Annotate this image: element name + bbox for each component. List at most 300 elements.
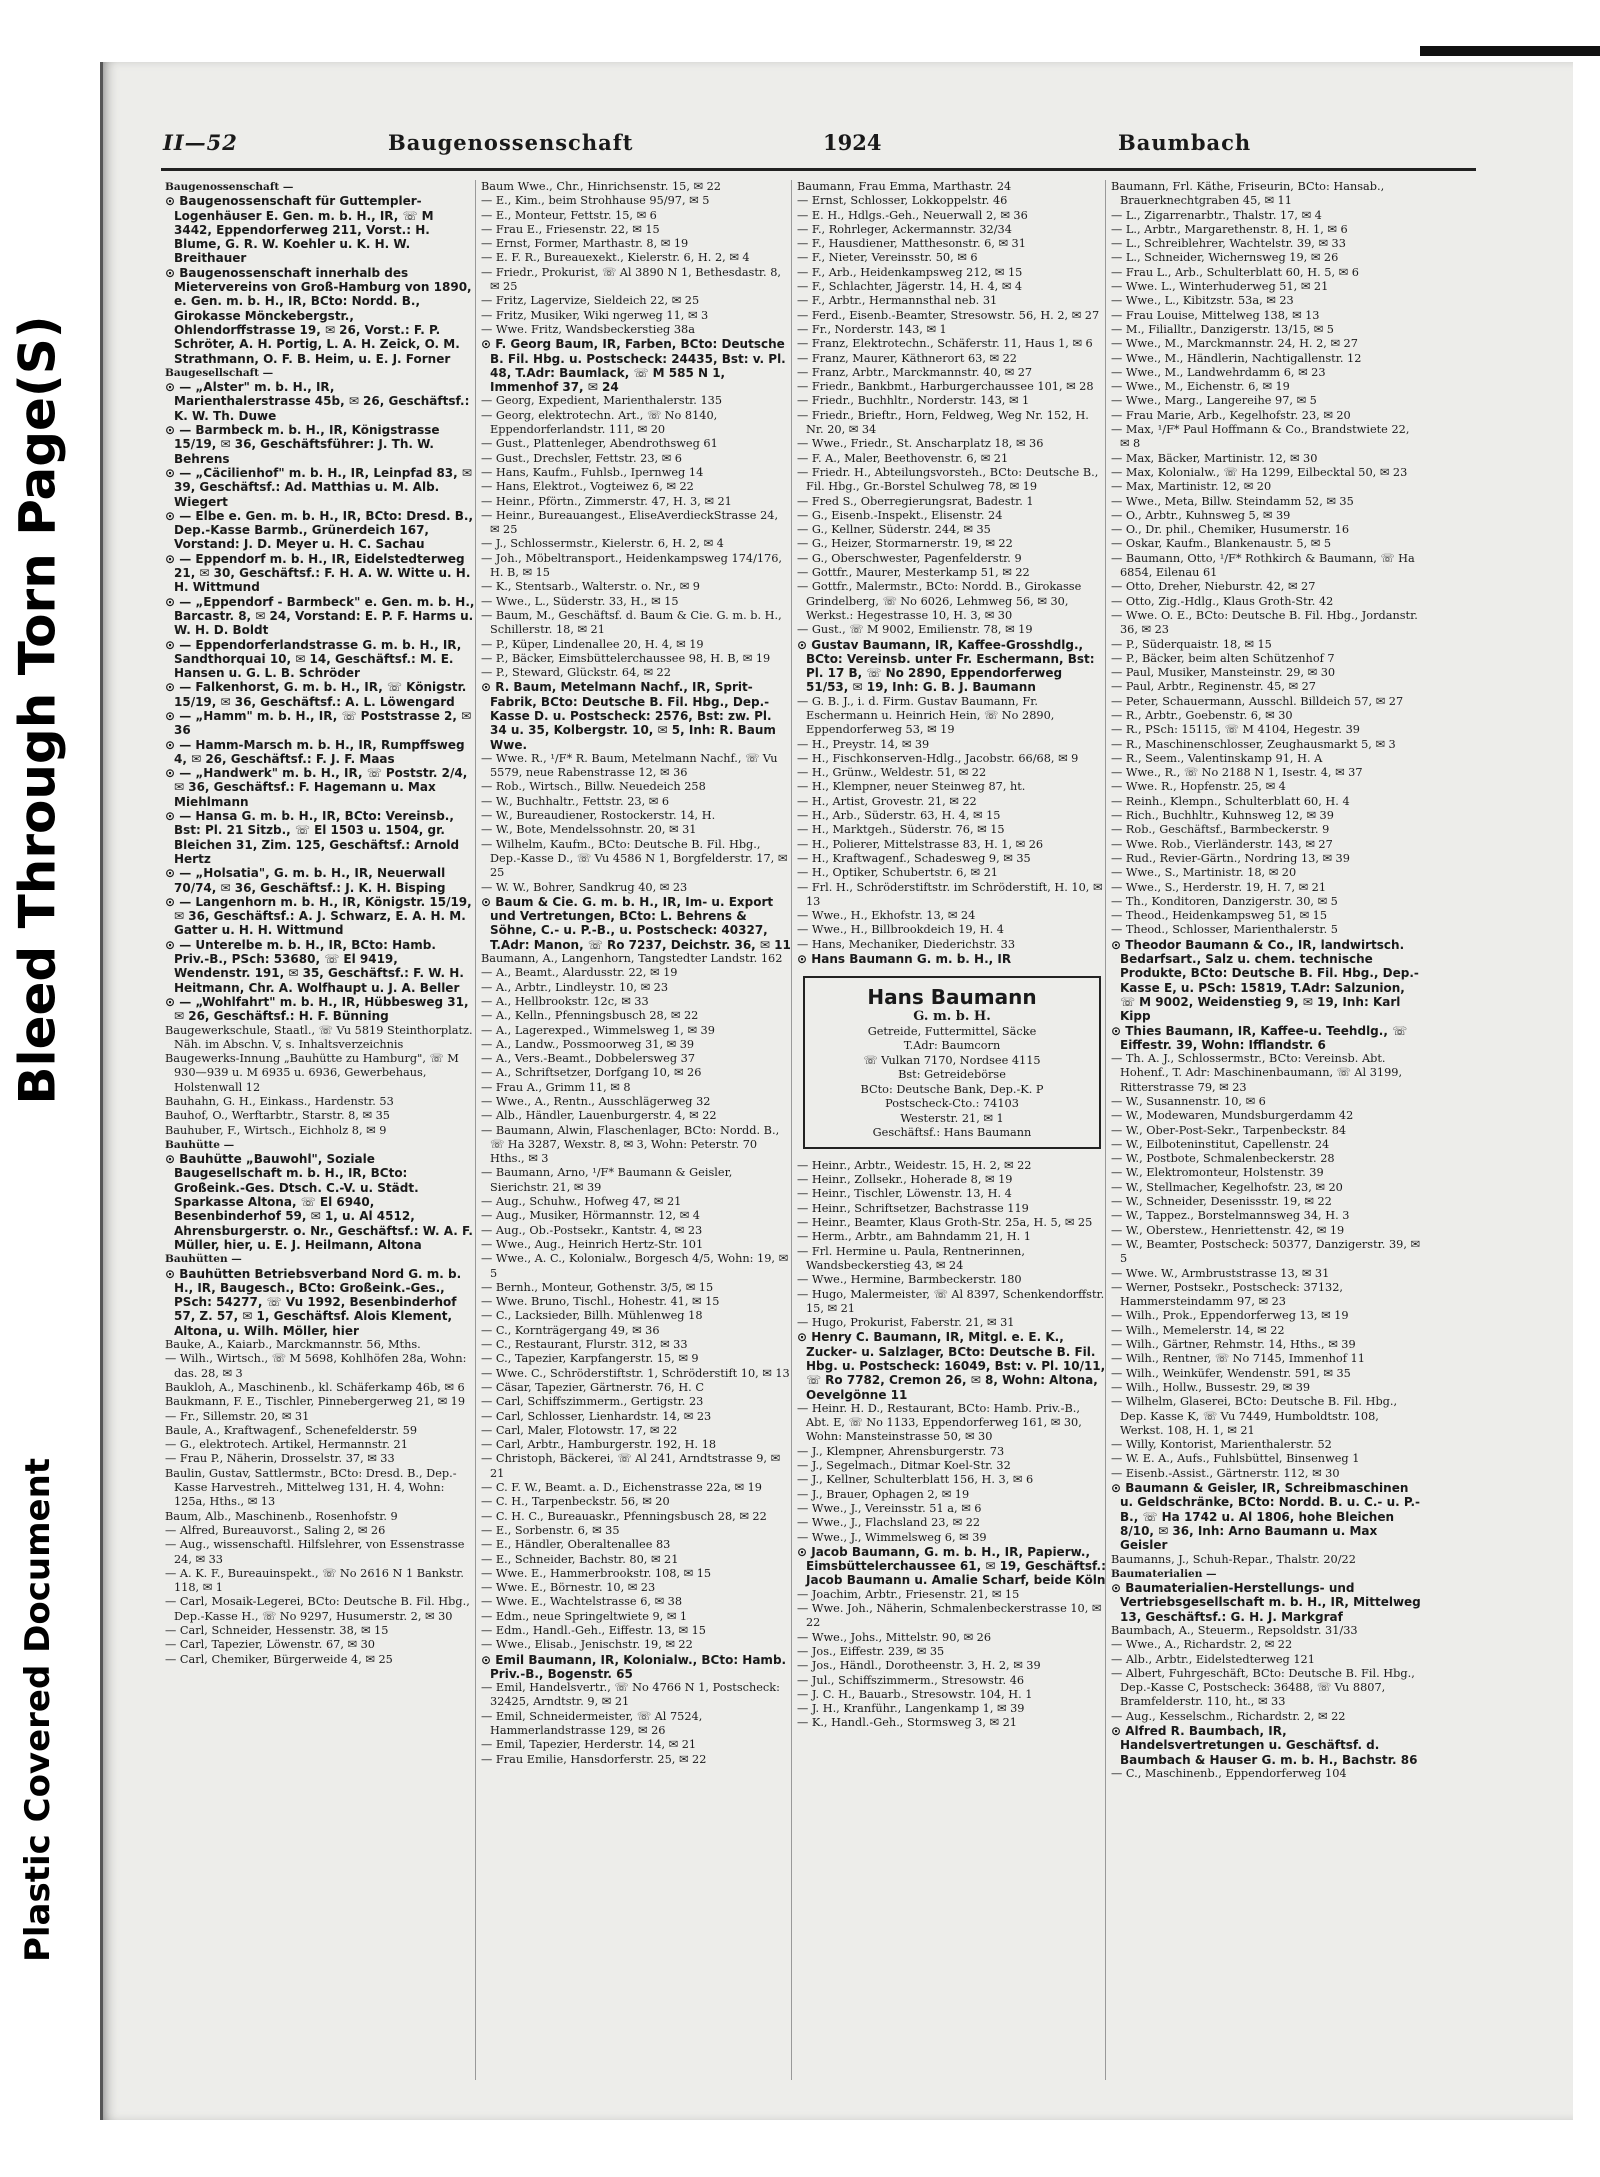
ad-line: T.Adr: Baumcorn [903,1039,1001,1053]
directory-entry: Baugewerkschule, Staatl., ☏ Vu 5819 Steinthorplatz. Näh. im Abschn. V, s. Inhaltsverzeichnis [165,1023,473,1051]
directory-firm-entry: ⊙ — „Eppendorf - Barmbeck" e. Gen. m. b. H., Barcastr. 8, ✉ 24, Vorstand: E. P. F. Harms u. W. H. D. Boldt [165,594,475,638]
directory-entry: Baule, A., Kraftwagenf., Schenefelderstr. 59 [165,1423,418,1437]
ad-line: Westerstr. 21, ✉ 1 [900,1111,1004,1125]
directory-firm-entry: ⊙ — Barmbeck m. b. H., IR, Königstrasse 15/19, ✉ 36, Geschäftsführer: J. Th. W. Behrens [165,423,440,466]
ad-title: Hans Baumann [867,985,1037,1010]
directory-entry: — G., Kellner, Süderstr. 244, ✉ 35 [797,523,991,537]
directory-entry: — Max, Kolonialw., ☏ Ha 1299, Eilbecktal 50, ✉ 23 [1111,465,1408,479]
directory-entry: — W., Buchhaltr., Fettstr. 23, ✉ 6 [481,794,670,808]
torn-edge-strip [1420,46,1600,56]
directory-entry: — Wilh., Wirtsch., ☏ M 5698, Kohlhöfen 28a, Wohn: das. 28, ✉ 3 [165,1352,467,1380]
directory-entry: Baumanns, J., Schuh-Repar., Thalstr. 20/22 [1111,1552,1356,1566]
directory-entry: — Paul, Arbtr., Reginenstr. 45, ✉ 27 [1111,680,1316,694]
column-divider [475,180,476,2080]
directory-entry: — Edm., neue Springeltwiete 9, ✉ 1 [481,1609,688,1623]
directory-entry: — Wwe., M., Händlerin, Nachtigallenstr. 12 [1111,351,1362,365]
directory-entry: — W., Elektromonteur, Holstenstr. 39 [1111,1166,1324,1180]
directory-firm-entry: ⊙ — Eppendorf m. b. H., IR, Eidelstedterweg 21, ✉ 30, Geschäftsf.: F. H. A. W. Witte u. H. H. Wittmund [165,551,471,595]
directory-entry: — Wwe. L., Winterhuderweg 51, ✉ 21 [1111,280,1329,294]
directory-entry: — Friedr., Prokurist, ☏ Al 3890 N 1, Bethesdastr. 8, ✉ 25 [481,265,782,294]
directory-entry: — Emil, Schneidermeister, ☏ Al 7524, Hammerlandstrasse 129, ✉ 26 [481,1709,703,1738]
directory-entry: — R., Seem., Valentinskamp 91, H. A [1111,751,1323,765]
directory-entry: — Frl. Hermine u. Paula, Rentnerinnen, Wandsbeckerstieg 43, ✉ 24 [797,1244,1025,1272]
directory-entry: — Wwe., A., Rentn., Ausschlägerweg 32 [481,1095,711,1108]
advertisement-box [803,976,1101,1149]
directory-firm-entry: ⊙ — „Hamm" m. b. H., IR, ☏ Poststrasse 2, ✉ 36 [165,708,472,738]
directory-column-4 [1111,180,1421,2080]
ad-line: BCto: Deutsche Bank, Dep.-K. P [860,1082,1044,1096]
directory-page [100,62,1573,2120]
directory-entry: — E. F. R., Bureauexekt., Kielerstr. 6, H. 2, ✉ 4 [481,251,750,265]
section-heading: Baumaterialien — [1111,1567,1217,1580]
directory-entry: — C. H., Tarpenbeckstr. 56, ✉ 20 [481,1495,670,1509]
directory-entry: — H., Marktgeh., Süderstr. 76, ✉ 15 [797,823,1005,837]
directory-firm-entry: ⊙ — „Cäcilienhof" m. b. H., IR, Leinpfad 83, ✉ 39, Geschäftsf.: Ad. Matthias u. M. Alb. Wiegert [165,465,472,509]
directory-entry: — Wwe., Hermine, Barmbeckerstr. 180 [797,1273,1022,1287]
directory-entry: — J., Brauer, Ophagen 2, ✉ 19 [797,1487,970,1501]
directory-entry: — Friedr., Buchhltr., Norderstr. 143, ✉ 1 [797,394,1030,408]
directory-entry: — Carl, Tapezier, Löwenstr. 67, ✉ 30 [165,1638,375,1652]
directory-entry: — Joh., Möbeltransport., Heidenkampsweg 174/176, H. B, ✉ 15 [481,551,783,580]
directory-entry: — Frau Emilie, Hansdorferstr. 25, ✉ 22 [481,1752,707,1766]
directory-entry: — J., Klempner, Ahrensburgerstr. 73 [797,1444,1005,1458]
ad-line: Getreide, Futtermittel, Säcke [867,1024,1037,1038]
directory-entry: — H., Preystr. 14, ✉ 39 [797,737,930,751]
directory-entry: — K., Stentsarb., Walterstr. o. Nr., ✉ 9 [481,580,700,594]
directory-entry: — J. H., Kranführ., Langenkamp 1, ✉ 39 [797,1702,1025,1716]
directory-entry: Baumann, Frau Emma, Marthastr. 24 [797,180,1012,193]
directory-entry: — Rob., Wirtsch., Billw. Neuedeich 258 [481,780,706,794]
directory-entry: — W. W., Bohrer, Sandkrug 40, ✉ 23 [481,880,688,894]
directory-entry: — A., Hellbrookstr. 12c, ✉ 33 [481,994,649,1008]
directory-firm-entry: ⊙ Thies Baumann, IR, Kaffee-u. Teehdlg., ☏ Eiffestr. 39, Wohn: Ifflandstr. 6 [1111,1023,1408,1052]
directory-entry: — W., Schneider, Desenissstr. 19, ✉ 22 [1111,1195,1332,1209]
directory-entry: — Frau A., Grimm 11, ✉ 8 [481,1080,631,1094]
directory-entry: — Wwe. E., Börnestr. 10, ✉ 23 [481,1581,656,1595]
directory-entry: — L., Arbtr., Margarethenstr. 8, H. 1, ✉ 6 [1111,222,1348,236]
column-divider [791,180,792,2080]
header-rule [161,168,1476,171]
directory-entry: — G., Heizer, Stormarnerstr. 19, ✉ 22 [797,537,1013,551]
ad-line: Postscheck-Cto.: 74103 [885,1097,1019,1111]
directory-entry: — Wwe., R., ☏ No 2188 N 1, Isestr. 4, ✉ 37 [1111,766,1363,780]
directory-entry: Baumann, A., Langenhorn, Tangstedter Landstr. 162 [481,952,783,966]
section-heading: Baugesellschaft — [165,366,274,379]
directory-entry: — F., Hausdiener, Matthesonstr. 6, ✉ 31 [797,237,1026,251]
directory-entry: — Frau Marie, Arb., Kegelhofstr. 23, ✉ 20 [1111,408,1351,422]
directory-entry: — Wwe., J., Wimmelsweg 6, ✉ 39 [797,1530,987,1544]
directory-entry: — A. K. F., Bureauinspekt., ☏ No 2616 N 1 Bankstr. 118, ✉ 1 [165,1566,464,1595]
stamp-plastic-covered-text: Plastic Covered Document [18,1457,59,1963]
ad-line: ☏ Vulkan 7170, Nordsee 4115 [863,1053,1041,1067]
directory-entry: — Wwe., J., Vereinsstr. 51 a, ✉ 6 [797,1501,982,1515]
directory-entry: — P., Küper, Lindenallee 20, H. 4, ✉ 19 [481,637,704,651]
directory-entry: — F., Schlachter, Jägerstr. 14, H. 4, ✉ 4 [797,280,1023,294]
directory-entry: — M., Filialltr., Danzigerstr. 13/15, ✉ 5 [1111,322,1334,336]
directory-entry: — Christoph, Bäckerei, ☏ Al 241, Arndtstrasse 9, ✉ 21 [481,1452,781,1480]
directory-entry: — F., Rohrleger, Ackermannstr. 32/34 [797,222,1012,236]
stamp-bleed-through [6,190,70,1230]
directory-entry: — L., Zigarrenarbtr., Thalstr. 17, ✉ 4 [1111,208,1322,222]
directory-entry: — Eisenb.-Assist., Gärtnerstr. 112, ✉ 30 [1111,1466,1340,1480]
directory-entry: — Werner, Postsekr., Postscheck: 37132, Hammersteindamm 97, ✉ 23 [1111,1280,1343,1309]
directory-entry: — Ferd., Eisenb.-Beamter, Stresowstr. 56, H. 2, ✉ 27 [797,308,1100,322]
directory-entry: — Wilh., Weinküfer, Wendenstr. 591, ✉ 35 [1111,1366,1351,1380]
directory-entry: — G. B. J., i. d. Firm. Gustav Baumann, Fr. Eschermann u. Heinrich Hein, ☏ No 2890, Eppendorferweg 53, ✉ 19 [797,694,1055,737]
directory-column-3 [797,180,1107,2080]
directory-entry: — Heinr., Arbtr., Weidestr. 15, H. 2, ✉ 22 [797,1158,1032,1172]
directory-entry: — A., Vers.-Beamt., Dobbelersweg 37 [481,1052,696,1066]
directory-column-1 [165,180,475,2080]
directory-firm-entry: ⊙ Baumann & Geisler, IR, Schreibmaschinen u. Geldschränke, BCto: Nordd. B. u. C.- u. P.-B., ☏ Ha 1742 u. Al 1806, hohe Bleichen 8/10, ✉ 36, Inh: Arno Baumann u. Max Geisler [1111,1481,1420,1553]
directory-entry: — H., Kraftwagenf., Schadesweg 9, ✉ 35 [797,851,1031,865]
directory-entry: — C., Lacksieder, Billh. Mühlenweg 18 [481,1309,703,1323]
directory-entry: — Carl, Arbtr., Hamburgerstr. 192, H. 18 [481,1438,717,1452]
directory-entry: — Wwe., H., Ekhofstr. 13, ✉ 24 [797,909,976,923]
directory-entry: — Frl. H., Schröderstiftstr. im Schröderstift, H. 10, ✉ 13 [797,880,1103,908]
directory-entry: — F. A., Maler, Beethovenstr. 6, ✉ 21 [797,451,1009,465]
directory-entry: Baukloh, A., Maschinenb., kl. Schäferkamp 46b, ✉ 6 [165,1380,465,1394]
directory-firm-entry: ⊙ — Hamm-Marsch m. b. H., IR, Rumpffsweg 4, ✉ 26, Geschäftsf.: F. J. F. Maas [165,737,465,766]
directory-firm-entry: ⊙ — Unterelbe m. b. H., IR, BCto: Hamb. Priv.-B., PSch: 53680, ☏ El 9419, Wendenstr. 191, ✉ 35, Geschäftsf.: F. W. H. Heitmann, Chr. A. Wolfhaupt u. J. A. Beller [165,937,464,995]
directory-entry: — Frau Louise, Mittelweg 138, ✉ 13 [1111,308,1320,322]
directory-firm-entry: ⊙ — Eppendorferlandstrasse G. m. b. H., IR, Sandthorquai 10, ✉ 14, Geschäftsf.: M. E. Hansen u. G. L. B. Schröder [165,637,462,681]
directory-entry: — Carl, Maler, Flotowstr. 17, ✉ 22 [481,1423,678,1437]
directory-entry: — Ernst, Schlosser, Lokkoppelstr. 46 [797,194,1008,208]
directory-entry: — Wwe. W., Armbruststrasse 13, ✉ 31 [1111,1266,1330,1280]
directory-entry: — Fr., Norderstr. 143, ✉ 1 [797,322,947,336]
directory-entry: — Wwe., Elisab., Jenischstr. 19, ✉ 22 [481,1638,693,1652]
directory-entry: — Georg, elektrotechn. Art., ☏ No 8140, Eppendorferlandstr. 111, ✉ 20 [481,408,718,437]
directory-firm-entry: ⊙ — Hansa G. m. b. H., IR, BCto: Vereinsb., Bst: Pl. 21 Sitzb., ☏ El 1503 u. 1504, gr. Bleichen 31, Zim. 125, Geschäftsf.: Arnold Hertz [165,809,460,866]
directory-entry: — Theod., Heidenkampsweg 51, ✉ 15 [1111,909,1328,923]
header-first-keyword: Baugenossenschaft [388,130,634,155]
directory-entry: — A., Lagerexped., Wimmelsweg 1, ✉ 39 [481,1023,715,1037]
directory-entry: — Willy, Kontorist, Marienthalerstr. 52 [1111,1438,1332,1452]
directory-entry: — O., Dr. phil., Chemiker, Husumerstr. 16 [1111,523,1350,537]
directory-entry: — Gottfr., Malermstr., BCto: Nordd. B., Girokasse Grindelberg, ☏ No 6026, Lehmweg 56, ✉ 30, Werkst.: Hegestrasse 10, H. 3, ✉ 30 [797,580,1082,622]
directory-entry: Baumann, Frl. Käthe, Friseurin, BCto: Hansab., Brauerknechtgraben 45, ✉ 11 [1111,180,1385,208]
directory-entry: — Wwe., M., Marckmannstr. 24, H. 2, ✉ 27 [1111,337,1358,351]
directory-entry: — Wwe., A., Richardstr. 2, ✉ 22 [1111,1638,1293,1652]
directory-entry: — Alfred, Bureauvorst., Saling 2, ✉ 26 [165,1523,386,1537]
directory-entry: — J., Kellner, Schulterblatt 156, H. 3, ✉ 6 [797,1473,1034,1487]
directory-entry: — J., Segelmach., Ditmar Koel-Str. 32 [797,1459,1011,1473]
directory-entry: — Georg, Expedient, Marienthalerstr. 135 [481,394,723,408]
directory-entry: — Heinr., Schriftsetzer, Bachstrasse 119 [797,1201,1029,1215]
ad-subtitle: G. m. b. H. [913,1009,991,1025]
stamp-bleed-through-text: Bleed Through Torn Page(S) [9,315,67,1105]
directory-entry: — Gust., Drechsler, Fettstr. 23, ✉ 6 [481,451,682,465]
directory-entry: — H., Optiker, Schubertstr. 6, ✉ 21 [797,866,998,880]
directory-entry: — Frau P., Näherin, Drosselstr. 37, ✉ 33 [165,1452,395,1466]
directory-entry: — Gust., Plattenleger, Abendrothsweg 61 [481,437,718,451]
directory-entry: — E., Händler, Oberaltenallee 83 [481,1538,671,1552]
directory-entry: — W. E. A., Aufs., Fuhlsbüttel, Binsenweg 1 [1111,1452,1360,1466]
directory-entry: — Heinr., Tischler, Löwenstr. 13, H. 4 [797,1187,1012,1201]
directory-entry: — Baumann, Otto, ¹/F* Rothkirch & Baumann, ☏ Ha 6854, Eilenau 61 [1111,551,1415,580]
directory-entry: — Baumann, Alwin, Flaschenlager, BCto: Nordd. B., ☏ Ha 3287, Wexstr. 8, ✉ 3, Wohn: Peterstr. 70 Hths., ✉ 3 [481,1123,780,1166]
directory-entry: Bauhuber, F., Wirtsch., Eichholz 8, ✉ 9 [165,1123,387,1137]
directory-entry: — Wwe., L., Kibitzstr. 53a, ✉ 23 [1111,294,1294,308]
directory-entry: — Franz, Arbtr., Marckmannstr. 40, ✉ 27 [797,365,1033,379]
directory-entry: — Wwe., M., Eichenstr. 6, ✉ 19 [1111,380,1290,394]
directory-entry: Bauhahn, G. H., Einkass., Hardenstr. 53 [165,1095,394,1108]
directory-entry: — Fr., Sillemstr. 20, ✉ 31 [165,1409,310,1423]
directory-entry: — Wwe. E., Wachtelstrasse 6, ✉ 38 [481,1595,683,1609]
directory-entry: — Aug., wissenschaftl. Hilfslehrer, von Essenstrasse 24, ✉ 33 [165,1538,465,1566]
directory-entry: — P., Bäcker, beim alten Schützenhof 7 [1111,651,1335,665]
directory-firm-entry: ⊙ Baumaterialien-Herstellungs- und Vertriebsgesellschaft m. b. H., IR, Mittelweg 13, Geschäftsf.: G. H. J. Markgraf [1111,1581,1421,1624]
directory-entry: — Wilh., Gärtner, Rehmstr. 14, Hths., ✉ 39 [1111,1338,1356,1352]
directory-entry: — Aug., Schuhw., Hofweg 47, ✉ 21 [481,1195,682,1209]
directory-entry: — Aug., Ob.-Postsekr., Kantstr. 4, ✉ 23 [481,1223,703,1237]
directory-entry: — W., Modewaren, Mundsburgerdamm 42 [1111,1109,1354,1123]
directory-entry: — E. H., Hdlgs.-Geh., Neuerwall 2, ✉ 36 [797,208,1028,222]
directory-entry: — C., Tapezier, Karpfangerstr. 15, ✉ 9 [481,1352,699,1366]
directory-entry: — A., Arbtr., Lindleystr. 10, ✉ 23 [481,980,669,994]
directory-entry: — L., Schneider, Wichernsweg 19, ✉ 26 [1111,251,1339,265]
directory-entry: — Fritz, Lagervize, Sieldeich 22, ✉ 25 [481,294,700,308]
directory-entry: — Hans, Mechaniker, Diederichstr. 33 [797,937,1016,951]
directory-entry: — Heinr., Bureauangest., EliseAverdieckStrasse 24, ✉ 25 [481,508,779,537]
directory-entry: — Rich., Buchhltr., Kuhnsweg 12, ✉ 39 [1111,809,1334,823]
ad-line: Geschäftsf.: Hans Baumann [872,1126,1032,1140]
directory-entry: — Jul., Schiffszimmerm., Stresowstr. 46 [797,1673,1025,1687]
directory-entry: — Wwe., Friedr., St. Anscharplatz 18, ✉ 36 [797,437,1044,451]
directory-entry: Baukmann, F. E., Tischler, Pinnebergerweg 21, ✉ 19 [165,1395,466,1409]
directory-entry: — C., Kornträgergang 49, ✉ 36 [481,1323,660,1337]
directory-entry: — W., Beamter, Postscheck: 50377, Danzigerstr. 39, ✉ 5 [1111,1237,1421,1266]
directory-entry: — Wwe. E., Hammerbrookstr. 108, ✉ 15 [481,1566,712,1580]
directory-entry: — Gottfr., Maurer, Mesterkamp 51, ✉ 22 [797,566,1030,580]
directory-entry: — Frau L., Arb., Schulterblatt 60, H. 5, ✉ 6 [1111,265,1359,279]
directory-entry: — Wilh., Memelerstr. 14, ✉ 22 [1111,1323,1285,1337]
directory-entry: — C. F. W., Beamt. a. D., Eichenstrasse 22a, ✉ 19 [481,1481,762,1495]
directory-entry: — H., Polierer, Mittelstrasse 83, H. 1, ✉ 26 [797,837,1044,851]
directory-entry: — Baum, M., Geschäftsf. d. Baum & Cie. G. m. b. H., Schillerstr. 18, ✉ 21 [481,608,782,637]
directory-entry: — H., Arb., Süderstr. 63, H. 4, ✉ 15 [797,809,1001,823]
directory-firm-entry: ⊙ — Falkenhorst, G. m. b. H., IR, ☏ Königstr. 15/19, ✉ 36, Geschäftsf.: A. L. Löwengard [165,680,467,709]
directory-entry: — Hugo, Prokurist, Faberstr. 21, ✉ 31 [797,1316,1015,1330]
directory-entry: — Hugo, Malermeister, ☏ Al 8397, Schenkendorffstr. 15, ✉ 21 [797,1287,1105,1315]
directory-entry: — R., Arbtr., Goebenstr. 6, ✉ 30 [1111,708,1293,722]
directory-entry: — P., Steward, Glückstr. 64, ✉ 22 [481,666,671,680]
directory-entry: Bauke, A., Kaiarb., Marckmannstr. 56, Mths. [165,1338,421,1352]
directory-entry: — W., Bote, Mendelssohnstr. 20, ✉ 31 [481,823,697,837]
directory-entry: — C., Maschinenb., Eppendorferweg 104 [1111,1766,1347,1780]
directory-entry: — Friedr. H., Abteilungsvorsteh., BCto: Deutsche B., Fil. Hbg., Gr.-Borstel Schulweg 78, ✉ 19 [797,465,1099,494]
directory-firm-entry: ⊙ R. Baum, Metelmann Nachf., IR, Sprit-Fabrik, BCto: Deutsche B. Fil. Hbg., Dep.-Kasse D. u. Postscheck: 2576, Bst: zw. Pl. 34 u. 35, Kolbergstr. 10, ✉ 5, Inh: R. Baum Wwe. [481,680,776,752]
directory-entry: — Heinr. H. D., Restaurant, BCto: Hamb. Priv.-B., Abt. E, ☏ No 1133, Eppendorferweg 161, ✉ 30, Wohn: Mansteinstrasse 50, ✉ 30 [797,1401,1082,1444]
directory-entry: — Wwe. R., Hopfenstr. 25, ✉ 4 [1111,780,1286,794]
directory-entry: — Wwe. O. E., BCto: Deutsche B. Fil. Hbg., Jordanstr. 36, ✉ 23 [1111,608,1418,637]
directory-entry: — H., Artist, Grovestr. 21, ✉ 22 [797,794,977,808]
directory-entry: — Rob., Geschäftsf., Barmbeckerstr. 9 [1111,823,1330,837]
directory-entry: — J., Schlossermstr., Kielerstr. 6, H. 2, ✉ 4 [481,537,724,551]
directory-entry: — Carl, Schneider, Hessenstr. 38, ✉ 15 [165,1623,389,1637]
header-year: 1924 [823,130,882,155]
directory-entry: — Wilhelm, Glaserei, BCto: Deutsche B. Fil. Hbg., Dep. Kasse K, ☏ Vu 7449, Humboldtstr. 108, Werkst. 108, H. 1, ✉ 21 [1111,1395,1398,1437]
directory-entry: — Wilh., Prok., Eppendorferweg 13, ✉ 19 [1111,1309,1349,1323]
directory-entry: — Frau E., Friesenstr. 22, ✉ 15 [481,222,660,236]
directory-entry: — F., Arb., Heidenkampsweg 212, ✉ 15 [797,265,1023,279]
directory-firm-entry: ⊙ — „Holsatia", G. m. b. H., IR, Neuerwall 70/74, ✉ 36, Geschäftsf.: J. K. H. Bisping [165,866,446,895]
directory-firm-entry: ⊙ Baum & Cie. G. m. b. H., IR, Im- u. Export und Vertretungen, BCto: L. Behrens & Söhne, C.- u. P.-B., u. Postscheck: 40327, T.Adr: Manon, ☏ Ro 7237, Deichstr. 36, ✉ 11 [481,894,791,952]
directory-entry: — H., Fischkonserven-Hdlg., Jacobstr. 66/68, ✉ 9 [797,751,1079,765]
section-heading: Bauhütte — [165,1138,235,1151]
directory-entry: — Wwe., A. C., Kolonialw., Borgesch 4/5, Wohn: 19, ✉ 5 [481,1252,789,1280]
directory-entry: — C. H. C., Bureauaskr., Pfenningsbusch 28, ✉ 22 [481,1509,767,1523]
directory-entry: — Wilh., Rentner, ☏ No 7145, Immenhof 11 [1111,1352,1365,1366]
directory-entry: Bauhof, O., Werftarbtr., Starstr. 8, ✉ 35 [165,1109,390,1123]
directory-entry: — P., Bäcker, Eimsbüttelerchaussee 98, H. B, ✉ 19 [481,651,771,665]
directory-entry: — E., Sorbenstr. 6, ✉ 35 [481,1523,620,1537]
directory-entry: — Wwe., L., Süderstr. 33, H., ✉ 15 [481,594,679,608]
directory-entry: — Hans, Elektrot., Vogteiwez 6, ✉ 22 [481,480,694,494]
directory-entry: — W., Ober-Post-Sekr., Tarpenbeckstr. 84 [1111,1123,1347,1137]
directory-entry: — F., Nieter, Vereinsstr. 50, ✉ 6 [797,251,978,265]
directory-entry: — W., Bureaudiener, Rostockerstr. 14, H. [481,809,716,823]
directory-entry: — Baumann, Arno, ¹/F* Baumann & Geisler, Sierichstr. 21, ✉ 39 [481,1166,733,1194]
directory-firm-entry: ⊙ Emil Baumann, IR, Kolonialw., BCto: Hamb. Priv.-B., Bogenstr. 65 [481,1652,787,1681]
directory-entry: — A., Kelln., Pfenningsbusch 28, ✉ 22 [481,1009,699,1023]
directory-entry: — H., Grünw., Weldestr. 51, ✉ 22 [797,766,987,780]
directory-entry: — Heinr., Pförtn., Zimmerstr. 47, H. 3, ✉ 21 [481,494,732,508]
directory-entry: — Carl, Schiffszimmerm., Gertigstr. 23 [481,1395,704,1409]
directory-entry: — L., Schreiblehrer, Wachtelstr. 39, ✉ 33 [1111,237,1346,251]
directory-entry: — Max, ¹/F* Paul Hoffmann & Co., Brandstwiete 22, ✉ 8 [1111,423,1410,451]
directory-entry: — Emil, Tapezier, Herderstr. 14, ✉ 21 [481,1738,697,1752]
directory-entry: — Jos., Händl., Dorotheenstr. 3, H. 2, ✉ 39 [797,1659,1041,1673]
directory-entry: — W., Susannenstr. 10, ✉ 6 [1111,1095,1266,1108]
directory-entry: — W., Tappez., Borstelmannsweg 34, H. 3 [1111,1209,1350,1223]
directory-entry: — Wwe., Meta, Billw. Steindamm 52, ✉ 35 [1111,494,1354,508]
directory-firm-entry: ⊙ Jacob Baumann, G. m. b. H., IR, Papierw., Eimsbüttelerchaussee 61, ✉ 19, Geschäftsf.: Jacob Baumann u. Amalie Scharf, beide Köln [797,1544,1106,1588]
directory-entry: — Carl, Schlosser, Lienhardstr. 14, ✉ 23 [481,1409,712,1423]
directory-firm-entry: ⊙ — Langenhorn m. b. H., IR, Königstr. 15/19, ✉ 36, Geschäftsf.: A. J. Schwarz, E. A. H. M. Gatter u. H. H. Wittmund [165,894,472,938]
directory-entry: — Carl, Chemiker, Bürgerweide 4, ✉ 25 [165,1652,393,1666]
directory-entry: — Heinr., Beamter, Klaus Groth-Str. 25a, H. 5, ✉ 25 [797,1216,1093,1230]
directory-entry: — Paul, Musiker, Mansteinstr. 29, ✉ 30 [1111,666,1336,680]
directory-firm-entry: ⊙ Hans Baumann G. m. b. H., IR [797,952,1012,967]
directory-entry: — R., Maschinenschlosser, Zeughausmarkt 5, ✉ 3 [1111,737,1396,751]
directory-entry: — W., Postbote, Schmalenbeckerstr. 28 [1111,1152,1335,1166]
directory-entry: — Otto, Dreher, Nieburstr. 42, ✉ 27 [1111,580,1316,594]
directory-entry: — Franz, Elektrotechn., Schäferstr. 11, Haus 1, ✉ 6 [797,337,1093,351]
page-header [163,130,1473,170]
directory-firm-entry: ⊙ — „Wohlfahrt" m. b. H., IR, Hübbesweg 31, ✉ 26, Geschäftsf.: H. F. Bünning [165,994,469,1024]
directory-entry: — Carl, Mosaik-Legerei, BCto: Deutsche B. Fil. Hbg., Dep.-Kasse H., ☏ No 9297, Husumerstr. 2, ✉ 30 [165,1595,470,1623]
stamp-plastic-covered [6,1330,70,2090]
directory-entry: — Emil, Handelsvertr., ☏ No 4766 N 1, Postscheck: 32425, Arndtstr. 9, ✉ 21 [481,1681,780,1709]
directory-entry: — Wwe., H., Billbrookdeich 19, H. 4 [797,923,1004,937]
directory-entry: — Wilhelm, Kaufm., BCto: Deutsche B. Fil. Hbg., Dep.-Kasse D., ☏ Vu 4586 N 1, Borgfelderstr. 17, ✉ 25 [481,837,788,880]
directory-entry: — G., Oberschwester, Pagenfelderstr. 9 [797,551,1022,565]
directory-firm-entry: ⊙ — Elbe e. Gen. m. b. H., IR, BCto: Dresd. B., Dep.-Kasse Barmb., Grünerdeich 167, Vorstand: J. D. Meyer u. H. C. Sachau [165,508,473,552]
page-number: II—52 [163,130,238,155]
directory-entry: — Ernst, Former, Marthastr. 8, ✉ 19 [481,237,689,251]
directory-entry: — Wwe. Fritz, Wandsbeckerstieg 38a [481,322,695,336]
directory-entry: — Fritz, Musiker, Wiki ngerweg 11, ✉ 3 [481,308,709,322]
directory-column-2 [481,180,791,2080]
ad-line: Bst: Getreidebörse [898,1068,1006,1082]
directory-entry: — Wwe. Rob., Vierländerstr. 143, ✉ 27 [1111,837,1333,851]
directory-entry: — Friedr., Bankbmt., Harburgerchaussee 101, ✉ 28 [797,380,1094,394]
directory-entry: — A., Beamt., Alardusstr. 22, ✉ 19 [481,966,678,980]
directory-entry: Baugewerks-Innung „Bauhütte zu Hamburg", ☏ M 930—939 u. M 6935 u. 6936, Gewerbehaus, Holstenwall 12 [165,1052,459,1094]
directory-entry: — Wwe., J., Flachsland 23, ✉ 22 [797,1516,981,1530]
directory-entry: — Wilh., Hollw., Bussestr. 29, ✉ 39 [1111,1380,1311,1394]
directory-entry: — Reinh., Klempn., Schulterblatt 60, H. 4 [1111,794,1350,808]
directory-entry: — Aug., Musiker, Hörmannstr. 12, ✉ 4 [481,1209,700,1223]
directory-firm-entry: ⊙ Baugenossenschaft für Guttempler-Logenhäuser E. Gen. m. b. H., IR, ☏ M 3442, Eppendorferweg 211, Vorst.: H. Blume, G. R. W. Koehler u. K. H. W. Breithauer [165,194,434,266]
directory-entry: — W., Eilboteninstitut, Capellenstr. 24 [1111,1137,1330,1151]
directory-entry: — Bernh., Monteur, Gothenstr. 3/5, ✉ 15 [481,1280,714,1294]
directory-entry: — Wwe. Joh., Näherin, Schmalenbeckerstrasse 10, ✉ 22 [797,1602,1102,1630]
directory-entry: — A., Landw., Possmoorweg 31, ✉ 39 [481,1037,695,1051]
directory-entry: — Wwe., Aug., Heinrich Hertz-Str. 101 [481,1237,704,1251]
directory-firm-entry: ⊙ Gustav Baumann, IR, Kaffee-Grosshdlg., BCto: Vereinsb. unter Fr. Eschermann, Bst: Pl. 17 B, ☏ No 2890, Eppendorferweg 51/53, ✉ 19, Inh: G. B. J. Baumann [797,637,1095,695]
directory-entry: Baum Wwe., Chr., Hinrichsenstr. 15, ✉ 22 [481,180,721,193]
directory-entry: — Th. A. J., Schlossermstr., BCto: Vereinsb. Abt. Hohenf., T. Adr: Maschinenbaumann, ☏ Al 3199, Ritterstrasse 79, ✉ 23 [1111,1052,1403,1094]
directory-entry: — F., Arbtr., Hermannsthal neb. 31 [797,294,998,308]
directory-entry: — Gust., ☏ M 9002, Emilienstr. 78, ✉ 19 [797,623,1033,637]
directory-entry: — Otto, Zig.-Hdlg., Klaus Groth-Str. 42 [1111,594,1334,608]
directory-entry: — Wwe. C., Schröderstiftstr. 1, Schröderstift 10, ✉ 13 [481,1366,790,1380]
directory-entry: — G., Eisenb.-Inspekt., Elisenstr. 24 [797,508,1003,522]
directory-entry: — R., PSch: 15115, ☏ M 4104, Hegestr. 39 [1111,723,1360,737]
section-heading: Bauhütten — [165,1253,242,1266]
directory-entry: — Fred S., Oberregierungsrat, Badestr. 1 [797,494,1034,508]
directory-firm-entry: ⊙ — „Alster" m. b. H., IR, Marienthalerstrasse 45b, ✉ 26, Geschäftsf.: K. W. Th. Duwe [165,380,470,423]
directory-entry: — Edm., Handl.-Geh., Eiffestr. 13, ✉ 15 [481,1623,706,1637]
directory-entry: — Aug., Kesselschm., Richardstr. 2, ✉ 22 [1111,1709,1346,1723]
directory-entry: — Heinr., Zollsekr., Hoherade 8, ✉ 19 [797,1173,1013,1187]
directory-firm-entry: ⊙ Alfred R. Baumbach, IR, Handelsvertretungen u. Geschäftsf. d. Baumbach & Hauser G. m. b. H., Bachstr. 86 [1111,1724,1418,1767]
directory-entry: — A., Schriftsetzer, Dorfgang 10, ✉ 26 [481,1066,702,1080]
directory-entry: — Joachim, Arbtr., Friesenstr. 21, ✉ 15 [797,1587,1020,1601]
directory-entry: — C., Restaurant, Flurstr. 312, ✉ 33 [481,1338,688,1352]
directory-firm-entry: ⊙ Bauhütte „Bauwohl", Soziale Baugesellschaft m. b. H., IR, BCto: Großeink.-Ges. Dtsch. C.-V. u. Städt. Sparkasse Altona, ☏ El 6940, Besenbinderhof 59, ✉ 1, u. Al 4512, Ahrensburgerstr. o. Nr., Geschäftsf.: W. A. F. Müller, hier, u. E. J. Heilmann, Altona [165,1152,473,1252]
directory-entry: Baum, Alb., Maschinenb., Rosenhofstr. 9 [165,1509,398,1523]
directory-entry: — E., Monteur, Fettstr. 15, ✉ 6 [481,208,657,222]
directory-entry: — E., Schneider, Bachstr. 80, ✉ 21 [481,1552,679,1566]
directory-entry: — Herm., Arbtr., am Bahndamm 21, H. 1 [797,1230,1031,1244]
header-last-keyword: Baumbach [1118,130,1252,155]
directory-entry: — Franz, Maurer, Käthnerort 63, ✉ 22 [797,351,1017,365]
directory-entry: — Alb., Arbtr., Eidelstedterweg 121 [1111,1652,1315,1666]
directory-entry: — Wwe. Bruno, Tischl., Hohestr. 41, ✉ 15 [481,1295,720,1309]
section-heading: Baugenossenschaft — [165,181,294,193]
directory-entry: — Theod., Schlosser, Marienthalerstr. 5 [1111,923,1338,937]
directory-entry: — K., Handl.-Geh., Stormsweg 3, ✉ 21 [797,1716,1017,1730]
directory-entry: — Wwe., S., Martinistr. 18, ✉ 20 [1111,866,1297,880]
directory-entry: — J. C. H., Bauarb., Stresowstr. 104, H. 1 [797,1687,1033,1701]
directory-firm-entry: ⊙ Bauhütten Betriebsverband Nord G. m. b. H., IR, Baugesch., BCto: Großeink.-Ges., PSch: 54277, ☏ Vu 1992, Besenbinderhof 57, Z. 57, ✉ 1, Geschäftsf. Alois Klement, Altona, u. Wilh. Möller, hier [165,1266,462,1338]
directory-entry: — Oskar, Kaufm., Blankenaustr. 5, ✉ 5 [1111,537,1332,551]
directory-entry: — W., Oberstew., Henriettenstr. 42, ✉ 19 [1111,1223,1345,1237]
directory-entry: — E., Kim., beim Strohhause 95/97, ✉ 5 [481,194,710,208]
directory-entry: — W., Stellmacher, Kegelhofstr. 23, ✉ 20 [1111,1180,1343,1194]
directory-entry: Baumbach, A., Steuerm., Repsoldstr. 31/33 [1111,1623,1358,1637]
directory-entry: — Wwe., Marg., Langereihe 97, ✉ 5 [1111,394,1317,408]
directory-entry: — Wwe., S., Herderstr. 19, H. 7, ✉ 21 [1111,880,1327,894]
directory-firm-entry: ⊙ Theodor Baumann & Co., IR, landwirtsch. Bedarfsart., Salz u. chem. technische Produkte, BCto: Deutsche B. Fil. Hbg., Dep.-Kasse E, u. PSch: 15819, T.Adr: Salzunion, ☏ M 9002, Weidenstieg 9, ✉ 19, Inh: Karl Kipp [1111,937,1419,1024]
directory-entry: — Rud., Revier-Gärtn., Nordring 13, ✉ 39 [1111,851,1350,865]
directory-entry: — Alb., Händler, Lauenburgerstr. 4, ✉ 22 [481,1109,717,1123]
directory-entry: — P., Süderquaistr. 18, ✉ 15 [1111,637,1272,651]
